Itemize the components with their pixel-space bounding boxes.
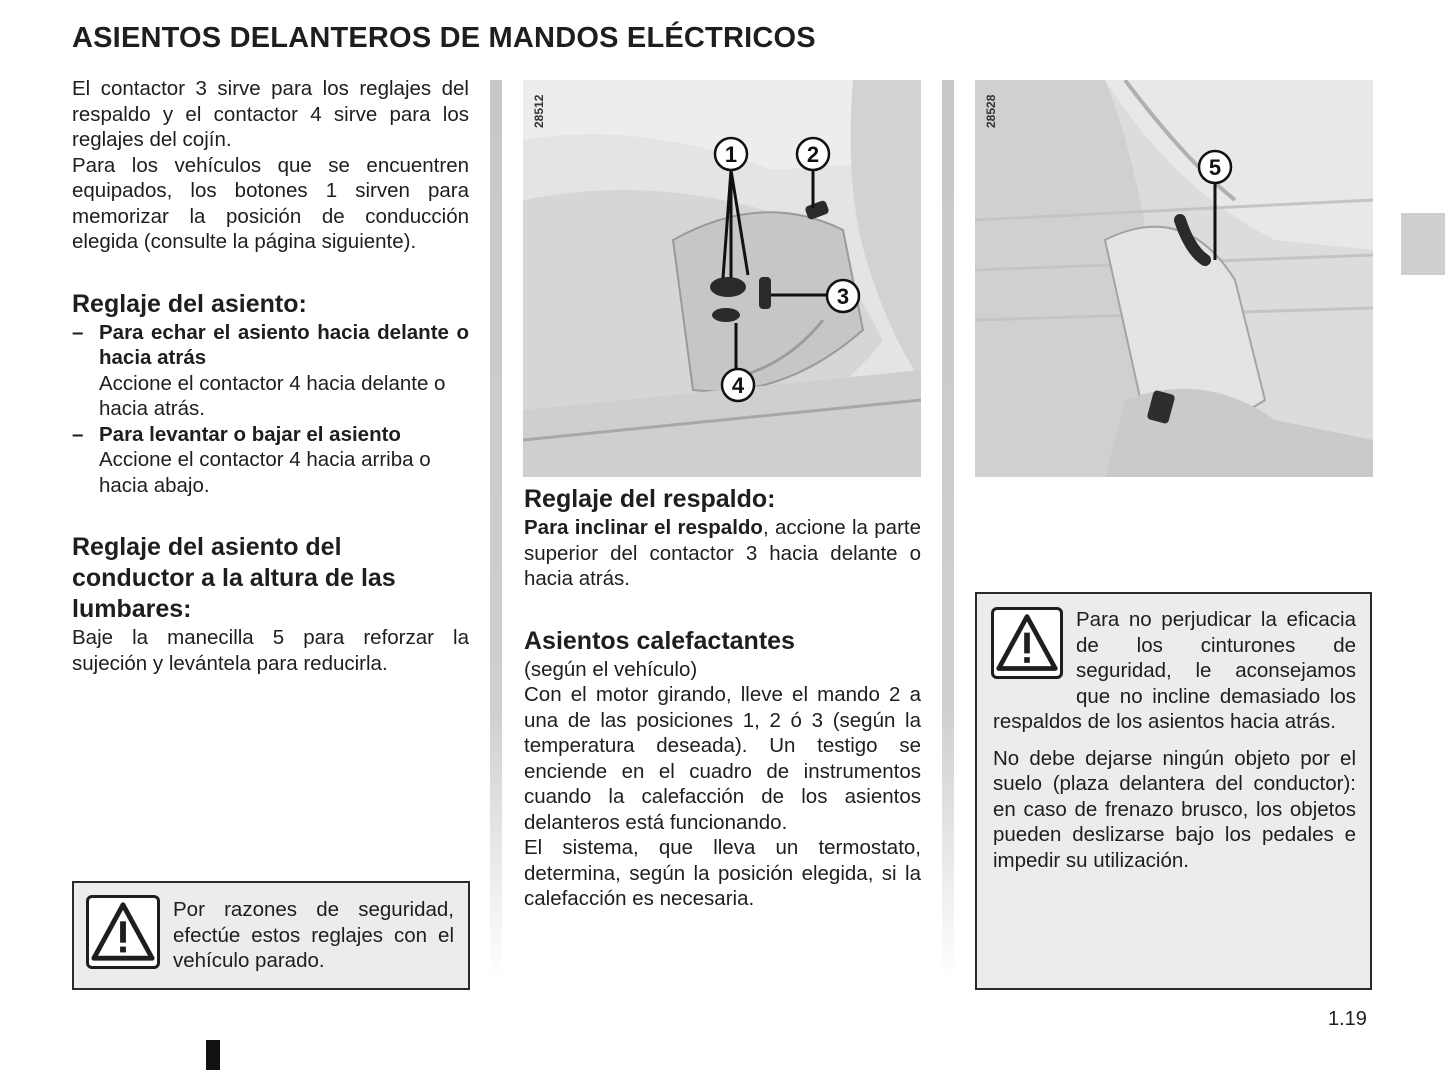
icon-float-spacer (993, 607, 1076, 695)
heated-seats-paragraph-1: Con el motor girando, lleve el mando 2 a una de las posiciones 1, 2 ó 3 (según la temperatura deseada). Un testigo se enciende en el cuadro de instrumentos cuando la calefacción de los asientos delanteros está funcionando. (524, 683, 921, 834)
dash-marker: – (72, 422, 84, 446)
column-divider (490, 80, 502, 980)
dash-marker: – (72, 320, 84, 344)
crop-mark (206, 1040, 220, 1070)
list-item-text: Accione el contactor 4 hacia arriba o hacia abajo. (99, 448, 431, 497)
backrest-text (524, 515, 921, 592)
section-heading-backrest: Reglaje del respaldo: (524, 485, 776, 513)
warning-triangle-icon (86, 895, 160, 969)
callout-2: 2 (806, 142, 820, 167)
list-item (72, 320, 469, 371)
warning-paragraph-2: No debe dejarse ningún objeto por el suelo (plaza delantera del conductor): en caso de frenazo brusco, los objetos pueden deslizarse bajo los pedales e impedir su utilización. (993, 746, 1356, 872)
callout-3: 3 (836, 284, 850, 309)
section-heading-lumbar: Reglaje del asiento del conductor a la altura de las lumbares: (72, 533, 396, 623)
warning-box-belts (975, 592, 1372, 990)
callout-1: 1 (724, 142, 738, 167)
list-item-text: Accione el contactor 4 hacia delante o hacia atrás. (99, 371, 446, 420)
section-heading-seat-adjust: Reglaje del asiento: (72, 289, 307, 318)
seat-controls-figure (523, 80, 921, 477)
column-divider (942, 80, 954, 980)
page-number: 1.19 (1328, 1008, 1367, 1030)
backrest-lead: Para inclinar el respaldo (524, 516, 763, 539)
section-heading-heated-seats: Asientos calefactantes (524, 626, 795, 655)
intro-paragraph-1: El contactor 3 sirve para los reglajes del respaldo y el contactor 4 sirve para los reglajes del cojín. (72, 77, 469, 151)
warning-box-safety (72, 881, 470, 990)
list-item-title: Para levantar o bajar el asiento (99, 422, 401, 446)
chapter-tab (1401, 213, 1445, 275)
heated-seats-note: (según el vehículo) (524, 657, 698, 681)
lumbar-lever-figure (975, 80, 1373, 477)
left-column (72, 76, 469, 676)
intro-paragraph-2: Para los vehículos que se encuentren equipados, los botones 1 sirven para memorizar la posición de conducción elegida (consulte la página siguiente). (72, 153, 469, 253)
warning-paragraph-1: Para no perjudicar la eficacia de los cinturones de seguridad, le aconsejamos que no incline demasiado los respaldos de los asientos hacia atrás. (993, 608, 1356, 733)
lumbar-lever-illustration (975, 80, 1373, 477)
lumbar-text: Baje la manecilla 5 para reforzar la sujeción y levántela para reducirla. (72, 626, 469, 675)
page-title: ASIENTOS DELANTEROS DE MANDOS ELÉCTRICOS (72, 22, 816, 54)
seat-controls-illustration (523, 80, 921, 477)
middle-column-text (524, 484, 921, 912)
backrest-rest: , accione la parte superior del contactor 3 hacia delante o hacia atrás. (524, 516, 921, 590)
figure-code: 28528 (984, 94, 998, 128)
warning-content (993, 607, 1356, 873)
callout-4: 4 (731, 373, 745, 398)
heated-seats-paragraph-2: El sistema, que lleva un termostato, determina, según la posición elegida, si la calefacción es necesaria. (524, 836, 921, 910)
callout-5: 5 (1208, 155, 1222, 180)
list-item-title: Para echar el asiento hacia delante o hacia atrás (99, 320, 469, 369)
warning-text: Por razones de seguridad, efectúe estos reglajes con el vehículo parado. (173, 898, 454, 972)
list-item (72, 422, 469, 448)
figure-code: 28512 (532, 94, 546, 128)
